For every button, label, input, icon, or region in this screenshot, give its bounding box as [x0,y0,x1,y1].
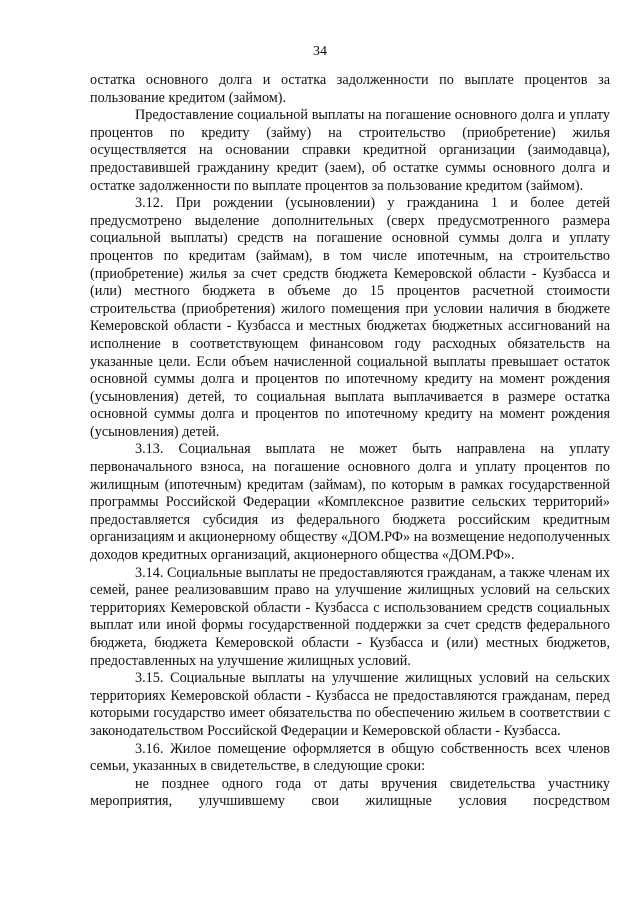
paragraph-3-12: 3.12. При рождении (усыновлении) у гражданина 1 и более детей предусмотрено выделение дополнительных (сверх предусмотренного размера социальной выплаты) средств на погашение основной суммы долга и уплату процентов по кредитам (займам), в том числе ипотечным, на строительство (приобретение) жилья за счет средств бюджета Кемеровской области - Кузбасса и (или) местного бюджета в объеме до 15 процентов расчетной стоимости строительства (приобретения) жилого помещения при условии наличия в бюджете Кемеровской области - Кузбасса и местных бюджетах бюджетных ассигнований на исполнение в соответствующем финансовом году расходных обязательств на указанные цели. Если объем начисленной социальной выплаты превышает остаток основной суммы долга и процентов по ипотечному кредиту на момент рождения (усыновления) детей, то социальная выплата выплачивается в размере остатка основной суммы долга и процентов по ипотечному кредиту на момент рождения (усыновления) детей. [90,195,610,440]
page-number: 34 [313,44,327,59]
paragraph-3-15: 3.15. Социальные выплаты на улучшение жилищных условий на сельских территориях Кемеровской области - Кузбасса не предоставляются гражданам, перед которыми государство имеет обязательства по обеспечению жильем в соответствии с законодательством Российской Федерации и Кемеровской области - Кузбасса. [90,670,610,739]
paragraph-provision-certificate: Предоставление социальной выплаты на погашение основного долга и уплату процентов по кредиту (займу) на строительство (приобретение) жилья осуществляется на основании справки кредитной организации (заимодавца), предоставившей гражданину кредит (заем), об остатке суммы основного долга и остатке задолженности по выплате процентов за пользование кредитом (займом). [90,107,610,194]
continuation-paragraph: остатка основного долга и остатка задолженности по выплате процентов за пользование кредитом (займом). [90,72,610,106]
paragraph-3-14: 3.14. Социальные выплаты не предоставляются гражданам, а также членам их семей, ранее реализовавшим право на улучшение жилищных условий на сельских территориях Кемеровской области - Кузбасса с использованием средств социальных выплат или иной формы государственной поддержки за счет средств федерального бюджета, бюджета Кемеровской области - Кузбасса и (или) местных бюджетов, предоставленных на улучшение жилищных условий. [90,564,610,669]
paragraph-3-13: 3.13. Социальная выплата не может быть направлена на уплату первоначального взноса, на погашение основного долга и уплату процентов по жилищным (ипотечным) кредитам (займам), по которым в рамках государственной программы Российской Федерации «Комплексное развитие сельских территорий» предоставляется субсидия из федерального бюджета российским кредитным организациям и акционерному обществу «ДОМ.РФ» на возмещение недополученных доходов кредитных организаций, акционерного общества «ДОМ.РФ». [90,441,610,564]
paragraph-3-16: 3.16. Жилое помещение оформляется в общую собственность всех членов семьи, указанных в свидетельстве, в следующие сроки: [90,740,610,775]
document-body [90,72,610,811]
paragraph-deadline-one-year: не позднее одного года от даты вручения свидетельства участнику мероприятия, улучшившему свои жилищные условия посредством [90,775,610,810]
